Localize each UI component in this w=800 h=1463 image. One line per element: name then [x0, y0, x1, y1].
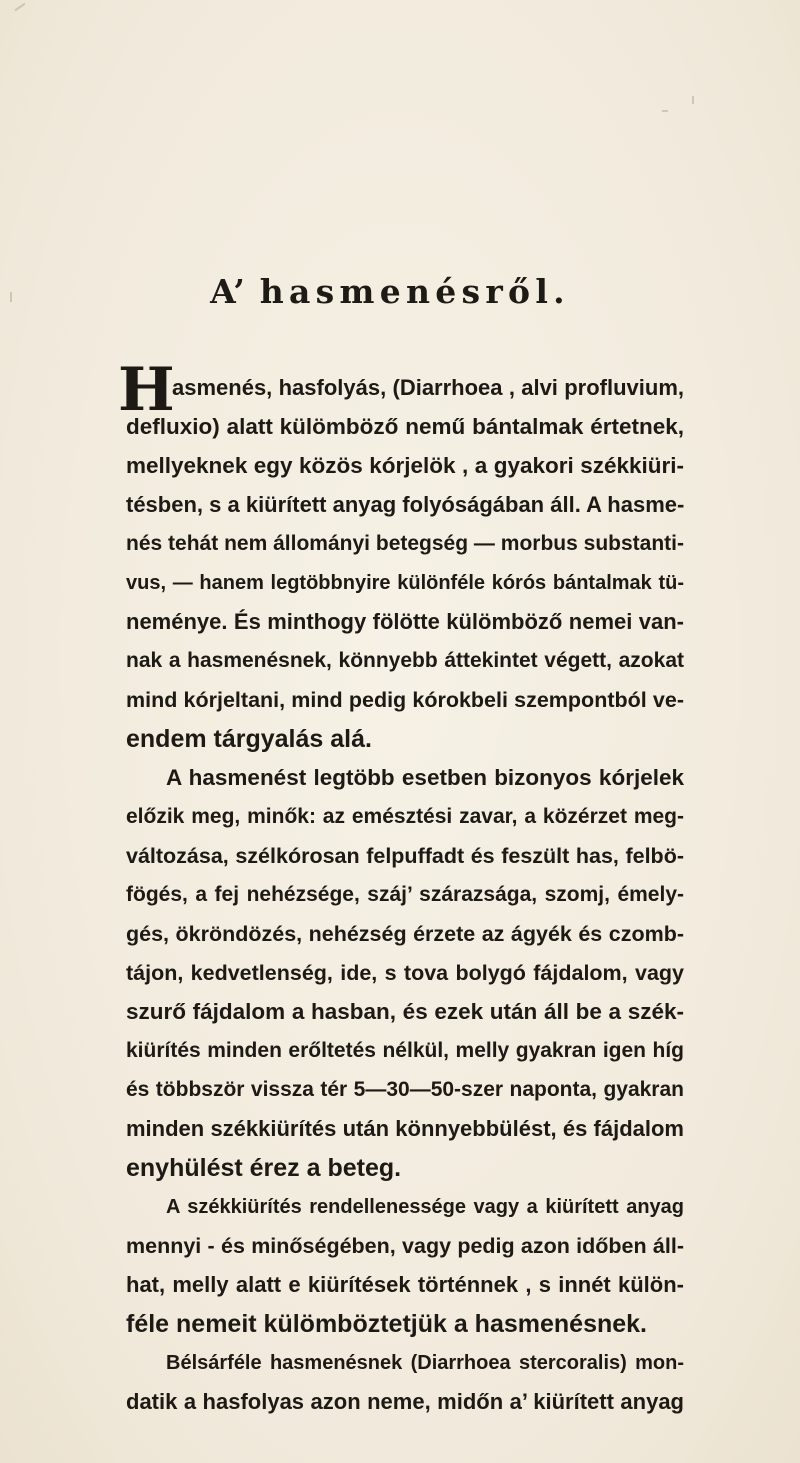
text-line: tájon, kedvetlenség, ide, s tova bolygó fájdalom, vagy [126, 961, 684, 985]
text-line: vus, — hanem legtöbbnyire különféle kórós bántalmak tü- [126, 572, 684, 594]
text-line: A hasmenést legtöbb esetben bizonyos kórjelek [166, 765, 684, 790]
text-line: Bélsárféle hasmenésnek (Diarrhoea stercoralis) mon- [166, 1352, 684, 1374]
text-line: szurő fájdalom a hasban, és ezek után áll be a szék- [126, 999, 684, 1024]
text-line: tésben, s a kiürített anyag folyóságában áll. A hasme- [126, 492, 685, 517]
text-line: előzik meg, minők: az emésztési zavar, a közérzet meg- [126, 805, 684, 828]
text-line: kiürítés minden erőltetés nélkül, melly gyakran igen híg [126, 1039, 684, 1062]
text-line: defluxio) alatt külömböző nemű bántalmak értetnek, [126, 414, 684, 439]
text-line: A székkiürítés rendellenessége vagy a kiürített anyag [166, 1196, 684, 1218]
text-line: mind kórjeltani, mind pedig kórokbeli szempontból ve- [126, 688, 684, 712]
text-line: asmenés, hasfolyás, (Diarrhoea , alvi profluvium, [172, 375, 684, 400]
text-line: nés tehát nem állományi betegség — morbus substanti- [126, 532, 684, 555]
paper-blemish [15, 3, 26, 12]
text-line: datik a hasfolyas azon neme, midőn a’ kiürített anyag [126, 1389, 684, 1414]
text-line: endem tárgyalás alá. [126, 725, 372, 753]
chapter-title-word: hasmenésről. [259, 272, 570, 311]
drop-cap-letter: H [118, 355, 175, 425]
chapter-title-prefix: A’ [210, 272, 247, 311]
text-line: hat, melly alatt e kiürítések történnek , s innét külön- [126, 1272, 684, 1297]
text-line: változása, szélkórosan felpuffadt és feszült has, felbö- [126, 844, 684, 868]
paper-blemish [662, 110, 668, 112]
text-line: gés, ökröndözés, nehézség érzete az ágyék és czomb- [126, 922, 684, 946]
text-line: minden székkiürítés után könnyebbülést, és fájdalom [126, 1116, 684, 1141]
text-line: fögés, a fej nehézsége, száj’ szárazsága, szomj, émely- [126, 883, 684, 906]
text-line: és többször vissza tér 5—30—50-szer naponta, gyakran [126, 1078, 684, 1101]
paper-blemish [692, 96, 694, 104]
text-line: enyhülést érez a beteg. [126, 1154, 402, 1182]
text-line: neménye. És minthogy fölötte külömböző nemei van- [126, 609, 684, 634]
chapter-title [0, 272, 800, 311]
text-line: mellyeknek egy közös kórjelök , a gyakori székkiüri- [126, 453, 684, 478]
text-line: féle nemeit külömböztetjük a hasmenésnek. [126, 1310, 647, 1338]
text-line: nak a hasmenésnek, könnyebb áttekintet végett, azokat [126, 649, 684, 672]
text-line: mennyi - és minőségében, vagy pedig azon időben áll- [126, 1234, 684, 1258]
